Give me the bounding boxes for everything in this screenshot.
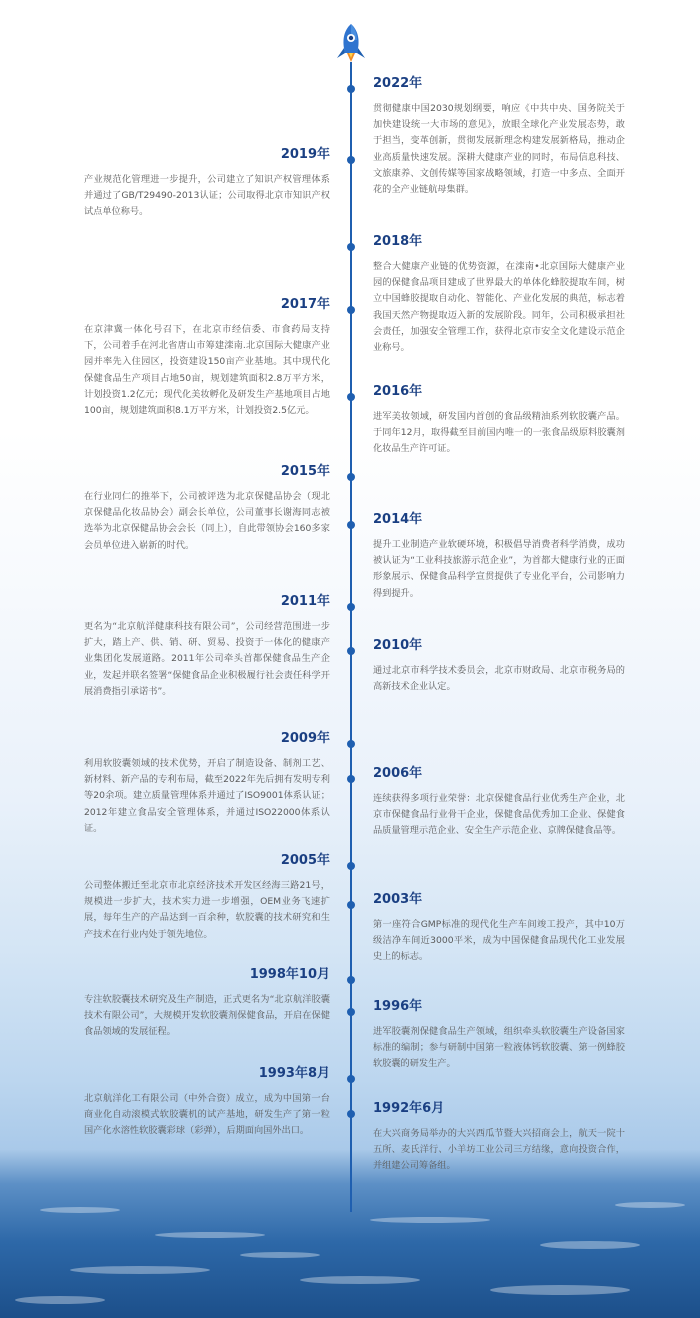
timeline-dot xyxy=(347,775,355,783)
timeline-year: 1998年10月 xyxy=(249,967,330,982)
timeline-year: 2009年 xyxy=(280,731,330,746)
timeline-dot xyxy=(347,901,355,909)
timeline-entry xyxy=(373,76,625,198)
timeline-year: 2005年 xyxy=(280,853,330,868)
timeline-dot xyxy=(347,1110,355,1118)
timeline-entry xyxy=(373,999,625,1073)
timeline-year: 2010年 xyxy=(373,638,423,653)
timeline-description: 第一座符合GMP标准的现代化生产车间竣工投产，其中10万级洁净车间近3000平米，成为中国保健食品现代化工业发展史上的标志。 xyxy=(373,919,625,963)
timeline-description: 更名为“北京航洋健康科技有限公司”，公司经营范围进一步扩大，踏上产、供、销、研、贸易、投资于一体化的健康产业集团化发展道路。2011年公司牵头首都保健食品生产企业，发起并联名签署“保健食品企业积极履行社会责任科学开展消费指引承诺书”。 xyxy=(84,621,330,697)
timeline-description: 利用软胶囊领域的技术优势，开启了制造设备、制剂工艺、新材料、新产品的专利布局，截至2022年先后拥有发明专利等20余项。建立质量管理体系并通过了ISO9001体系认证；2012年建立食品安全管理体系，并通过ISO22000体系认证。 xyxy=(84,758,330,834)
timeline-entry xyxy=(84,594,330,700)
timeline-description: 专注软胶囊技术研究及生产制造，正式更名为“北京航洋胶囊技术有限公司”，大规模开发软胶囊剂保健食品，开启在保健食品领域的发展征程。 xyxy=(84,994,330,1038)
timeline-year: 2011年 xyxy=(280,594,330,609)
timeline-year: 2017年 xyxy=(280,297,330,312)
timeline-year: 2019年 xyxy=(280,147,330,162)
timeline-dot xyxy=(347,156,355,164)
timeline-dot xyxy=(347,393,355,401)
timeline-year: 1992年6月 xyxy=(373,1101,445,1116)
timeline-description: 通过北京市科学技术委员会，北京市财政局、北京市税务局的高新技术企业认定。 xyxy=(373,665,625,693)
timeline-year: 2006年 xyxy=(373,766,423,781)
timeline-year: 2018年 xyxy=(373,234,423,249)
timeline-entry xyxy=(373,512,625,602)
timeline-dot xyxy=(347,862,355,870)
timeline-description: 产业规范化管理进一步提升，公司建立了知识产权管理体系并通过了GB/T29490-2013认证；公司取得北京市知识产权试点单位称号。 xyxy=(84,174,330,218)
timeline-dot xyxy=(347,740,355,748)
timeline-year: 2014年 xyxy=(373,512,423,527)
timeline-line xyxy=(350,62,352,1212)
timeline-dot xyxy=(347,306,355,314)
timeline-dot xyxy=(347,1008,355,1016)
timeline-description: 提升工业制造产业软硬环境，积极倡导消费者科学消费，成功被认证为“工业科技旅游示范企业”，为首都大健康行业的正面形象展示、保健食品科学宣贯提供了专业化平台，公司影响力得到提升。 xyxy=(373,539,625,599)
timeline-description: 进军美妆领域，研发国内首创的食品级精油系列软胶囊产品。于同年12月，取得截至目前国内唯一的一张食品级原料胶囊剂化妆品生产许可证。 xyxy=(373,411,625,455)
timeline-entry xyxy=(373,766,625,840)
timeline-description: 公司整体搬迁至北京市北京经济技术开发区经海三路21号，规模进一步扩大，技术实力进一步增强，OEM业务飞速扩展，每年生产的产品达到一百余种，软胶囊的技术研究和生产技术在行业内处于领先地位。 xyxy=(84,880,330,940)
timeline-description: 在行业同仁的推举下，公司被评选为北京保健品协会（现北京保健品化妆品协会）副会长单位，公司董事长谢海同志被选举为北京保健品协会会长（同上），自此带领协会160多家会员单位进入崭新的时代。 xyxy=(84,491,330,551)
timeline-description: 贯彻健康中国2030规划纲要，响应《中共中央、国务院关于加快建设统一大市场的意见》，放眼全球化产业发展态势，敢于担当，变革创新，贯彻发展新理念构建发展新格局，推动企业高质量快速发展。深耕大健康产业的同时，布局信息科技、文旅康养、文创传媒等国家战略领域，打造一中多点、全面开花的全产业链航母集群。 xyxy=(373,103,625,196)
timeline-entry xyxy=(84,731,330,837)
timeline-dot xyxy=(347,473,355,481)
timeline-description: 整合大健康产业链的优势资源，在滦南•北京国际大健康产业园的保健食品项目建成了世界最大的单体化蜂胶提取车间，树立中国蜂胶提取自动化、智能化、产业化发展的典范，标志着我国天然产物提取迈入新的发展阶段。同年，公司积极承担社会责任，加强安全管理工作，获得北京市安全文化建设示范企业称号。 xyxy=(373,261,625,354)
timeline-dot xyxy=(347,603,355,611)
timeline-description: 进军胶囊剂保健食品生产领域，组织牵头软胶囊生产设备国家标准的编制；参与研制中国第一粒液体钙软胶囊、第一例蜂胶软胶囊的研发生产。 xyxy=(373,1026,625,1070)
timeline-year: 2015年 xyxy=(280,464,330,479)
timeline-dot xyxy=(347,976,355,984)
timeline-year: 1993年8月 xyxy=(258,1066,330,1081)
rocket-icon xyxy=(333,22,369,62)
timeline-entry xyxy=(84,464,330,554)
timeline-year: 1996年 xyxy=(373,999,423,1014)
timeline-entry xyxy=(373,892,625,966)
timeline-description: 在京津冀一体化号召下，在北京市经信委、市食药局支持下，公司着手在河北省唐山市筹建滦南.北京国际大健康产业园并率先入住园区，投资建设150亩产业基地。其中现代化保健食品生产项目占地50亩，规划建筑面积2.8万平方米，计划投资1.2亿元；现代化美妆孵化及研发生产基地项目占地100亩，规划建筑面积8.1万平方米，计划投资2.5亿元。 xyxy=(84,324,330,417)
timeline-entry xyxy=(373,234,625,356)
timeline-dot xyxy=(347,243,355,251)
timeline-description: 在大兴商务局举办的大兴西瓜节暨大兴招商会上，航天一院十五所、麦氏洋行、小羊坊工业公司三方结缘，意向投资合作，并组建公司筹备组。 xyxy=(373,1128,625,1172)
timeline-dot xyxy=(347,521,355,529)
timeline-entry xyxy=(84,967,330,1041)
timeline-dot xyxy=(347,85,355,93)
timeline-entry xyxy=(373,638,625,695)
timeline-description: 北京航洋化工有限公司（中外合资）成立，成为中国第一台商业化自动滚模式软胶囊机的试产基地，研发生产了第一粒国产化水溶性软胶囊彩球（彩弹），后期面向国外出口。 xyxy=(84,1093,330,1137)
timeline-entry xyxy=(84,853,330,943)
timeline-entry xyxy=(84,147,330,221)
timeline-entry xyxy=(373,1101,625,1175)
timeline-dot xyxy=(347,1075,355,1083)
timeline-year: 2003年 xyxy=(373,892,423,907)
timeline-entry xyxy=(373,384,625,458)
timeline-year: 2022年 xyxy=(373,76,423,91)
timeline-year: 2016年 xyxy=(373,384,423,399)
timeline-entry xyxy=(84,297,330,419)
timeline-dot xyxy=(347,647,355,655)
timeline-entry xyxy=(84,1066,330,1140)
timeline-description: 连续获得多项行业荣誉：北京保健食品行业优秀生产企业，北京市保健食品行业骨干企业，保健食品优秀加工企业、保健食品质量管理示范企业、安全生产示范企业、京牌保健食品等。 xyxy=(373,793,625,837)
